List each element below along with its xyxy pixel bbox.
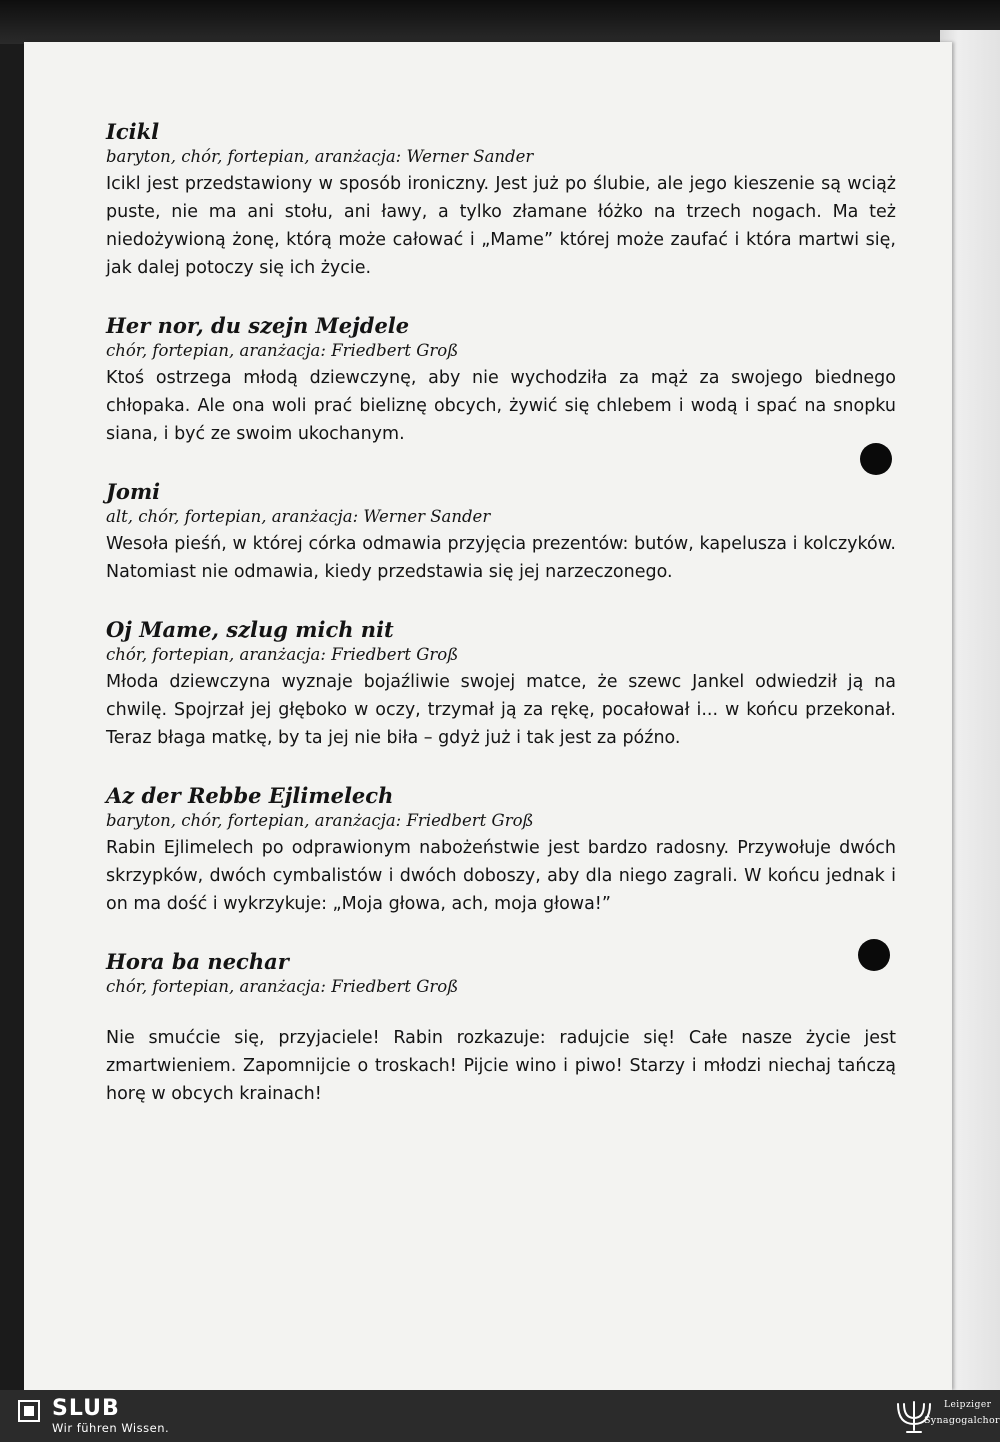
- song-entry-jomi: [106, 478, 896, 586]
- punch-hole: [858, 939, 890, 971]
- slub-brand[interactable]: SLUB: [52, 1396, 120, 1421]
- partner-name-line1: Leipziger: [944, 1400, 992, 1410]
- song-credits: chór, fortepian, aranżacja: Friedbert Groß: [106, 341, 459, 360]
- song-list: [106, 118, 896, 1108]
- partner-name-line2: Synagogalchor: [924, 1415, 1000, 1426]
- song-entry-az-der-rebbe: [106, 782, 896, 918]
- song-description: Młoda dziewczyna wyznaje bojaźliwie swojej matce, że szewc Jankel odwiedził ją na chwilę. Spojrzał jej głęboko w oczy, trzymał ją za rękę, pocałował i... w końcu przekonał. Teraz błaga matkę, by ta jej nie biła – gdyż już i tak jest za późno.: [106, 672, 896, 748]
- song-entry-oj-mame: [106, 616, 896, 752]
- song-title: Az der Rebbe Ejlimelech: [106, 783, 394, 808]
- scan-background-top: [0, 0, 1000, 44]
- song-description: Rabin Ejlimelech po odprawionym nabożeństwie jest bardzo radosny. Przywołuje dwóch skrzypków, dwóch cymbalistów i dwóch doboszy, aby dla niego zagrali. W końcu jednak i on ma dość i wykrzykuje: „Moja głowa, ach, moja głowa!”: [106, 838, 896, 914]
- song-description: Icikl jest przedstawiony w sposób ironiczny. Jest już po ślubie, ale jego kieszenie są wciąż puste, nie ma ani stołu, ani ławy, a tylko złamane łóżko na trzech nogach. Ma też niedożywioną żonę, którą może całować i „Mame” której może zaufać i która martwi się, jak dalej potoczy się ich życie.: [106, 174, 896, 278]
- slub-logo-icon: [18, 1400, 40, 1422]
- song-entry-her-nor: [106, 312, 896, 448]
- punch-hole: [860, 443, 892, 475]
- song-title: Jomi: [106, 479, 161, 504]
- song-credits: baryton, chór, fortepian, aranżacja: Friedbert Groß: [106, 811, 534, 830]
- song-credits: alt, chór, fortepian, aranżacja: Werner Sander: [106, 507, 491, 526]
- song-credits: chór, fortepian, aranżacja: Friedbert Groß: [106, 977, 459, 996]
- song-description: Wesoła pieśń, w której córka odmawia przyjęcia prezentów: butów, kapelusza i kolczyków. Natomiast nie odmawia, kiedy przedstawia się jej narzeczonego.: [106, 534, 896, 582]
- song-description: Ktoś ostrzega młodą dziewczynę, aby nie wychodziła za mąż za swojego biednego chłopaka. Ale ona woli prać bieliznę obcych, żywić się chlebem i wodą i spać na snopku siana, i być ze swoim ukochanym.: [106, 368, 896, 444]
- archive-footer-bar: [0, 1390, 1000, 1442]
- song-entry-hora-ba-nechar: [106, 948, 896, 1108]
- song-credits: chór, fortepian, aranżacja: Friedbert Groß: [106, 645, 459, 664]
- song-title: Hora ba nechar: [106, 949, 289, 974]
- song-entry-icikl: [106, 118, 896, 282]
- song-credits: baryton, chór, fortepian, aranżacja: Werner Sander: [106, 147, 534, 166]
- document-page: [24, 42, 952, 1390]
- slub-tagline: Wir führen Wissen.: [52, 1421, 170, 1435]
- song-description: Nie smućcie się, przyjaciele! Rabin rozkazuje: radujcie się! Całe nasze życie jest zmartwieniem. Zapomnijcie o troskach! Pijcie wino i piwo! Starzy i młodzi niechaj tańczą horę w obcych krainach!: [106, 1028, 896, 1104]
- song-title: Icikl: [106, 119, 160, 144]
- song-title: Her nor, du szejn Mejdele: [106, 313, 410, 338]
- song-title: Oj Mame, szlug mich nit: [106, 617, 394, 642]
